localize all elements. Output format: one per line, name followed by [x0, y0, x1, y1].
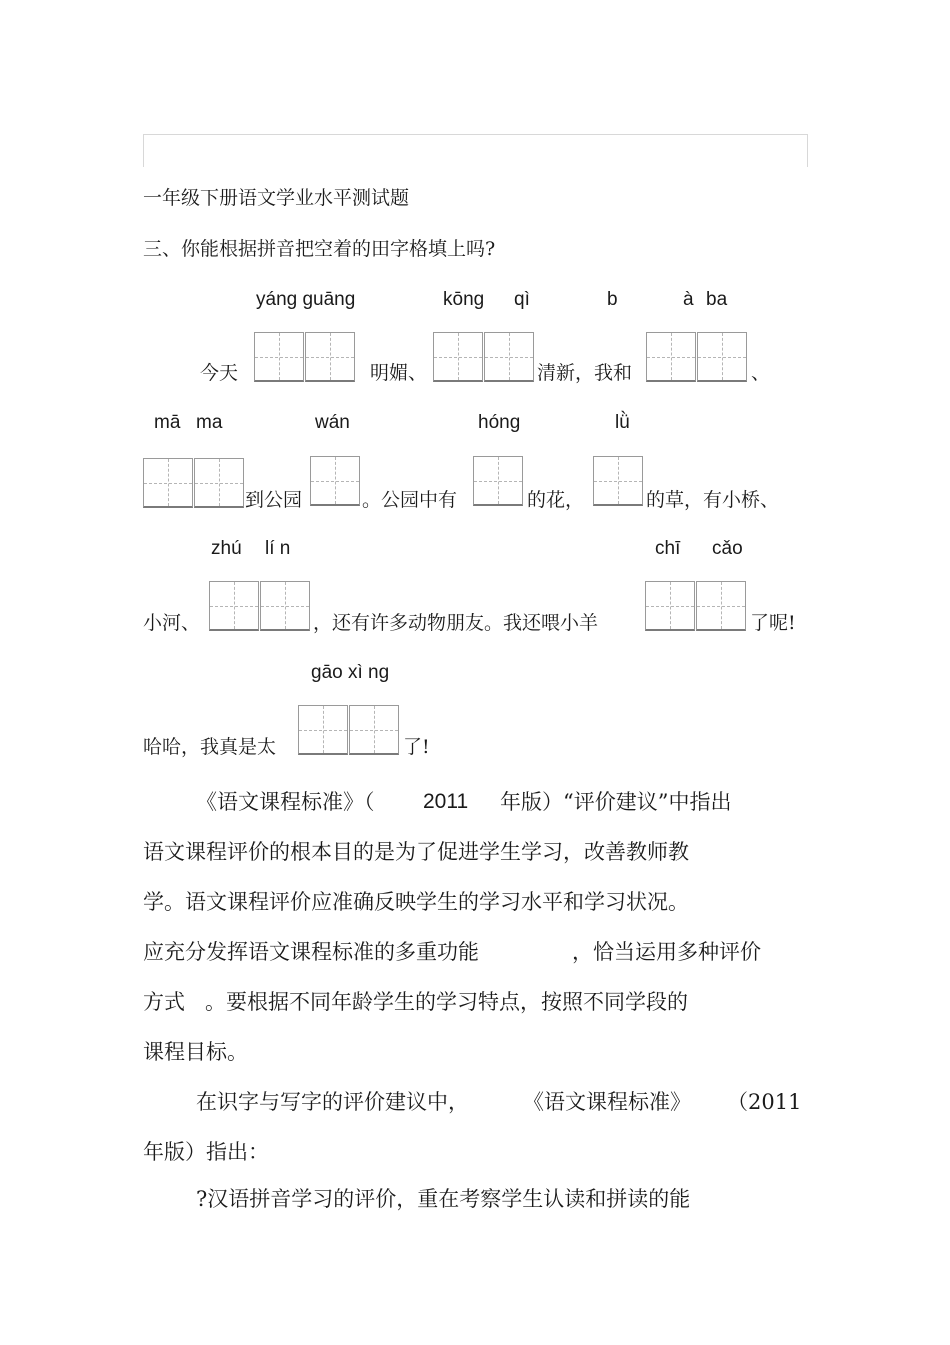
- sentence-part: 的花，: [527, 489, 585, 511]
- body-line: 年版）指出：: [143, 1140, 269, 1164]
- grid-lv[interactable]: [593, 456, 644, 506]
- sentence-part: 。公园中有: [362, 489, 458, 511]
- body-line: 2011: [423, 790, 469, 813]
- body-line: 。要根据不同年龄学生的学习特点，按照不同学段的: [205, 990, 688, 1014]
- body-line: 年版）“评价建议”中指出: [500, 790, 732, 814]
- grid-yangguang[interactable]: [254, 332, 356, 382]
- pinyin-a: à: [683, 289, 694, 310]
- sentence-part: 到公园: [245, 489, 303, 511]
- header-frame: [143, 134, 808, 167]
- grid-hong[interactable]: [473, 456, 524, 506]
- grid-mama[interactable]: [143, 458, 245, 508]
- grid-chicao[interactable]: [645, 581, 747, 631]
- sentence-part: 明媚、: [370, 362, 428, 384]
- sentence-part: 了呢!: [750, 612, 796, 634]
- grid-baba[interactable]: [646, 332, 748, 382]
- pinyin-qi: qì: [514, 289, 530, 310]
- body-line: 《语文课程标准》（: [196, 790, 375, 814]
- pinyin-cao: cǎo: [712, 538, 743, 559]
- sentence-part: 今天: [200, 362, 239, 384]
- pinyin-lin: lí n: [265, 538, 291, 559]
- body-line: 在识字与写字的评价建议中，: [196, 1090, 469, 1114]
- sentence-part: 、: [751, 362, 771, 384]
- body-line: 方式: [143, 990, 185, 1014]
- sentence-part: 哈哈，我真是太: [143, 736, 277, 758]
- body-line: 《语文课程标准》: [523, 1090, 691, 1114]
- body-line: ，恰当运用多种评价: [572, 940, 761, 964]
- grid-kongqi[interactable]: [433, 332, 535, 382]
- body-line: ?汉语拼音学习的评价，重在考察学生认读和拼读的能: [196, 1187, 691, 1211]
- pinyin-zhu: zhú: [211, 538, 242, 559]
- grid-zhulin[interactable]: [209, 581, 311, 631]
- body-line: （2011: [727, 1090, 802, 1114]
- body-line: 学。语文课程评价应准确反映学生的学习水平和学习状况。: [143, 890, 689, 914]
- sentence-part: 的草，有小桥、: [646, 489, 780, 511]
- pinyin-yangguang: yáng guāng: [256, 289, 356, 310]
- grid-gaoxing[interactable]: [298, 705, 400, 755]
- sentence-part: 清新，我和: [537, 362, 633, 384]
- grid-wan[interactable]: [310, 456, 361, 506]
- pinyin-ma2: ma: [196, 412, 223, 433]
- pinyin-ba: ba: [706, 289, 728, 310]
- pinyin-wan: wán: [315, 412, 350, 433]
- body-line: 语文课程评价的根本目的是为了促进学生学习，改善教师教: [143, 840, 689, 864]
- pinyin-ma1: mā: [154, 412, 181, 433]
- sentence-part: 小河、: [143, 612, 201, 634]
- body-line: 应充分发挥语文课程标准的多重功能: [143, 940, 479, 964]
- body-line: 课程目标。: [143, 1040, 248, 1064]
- question-heading: 三、你能根据拼音把空着的田字格填上吗?: [143, 238, 496, 260]
- page-title: 一年级下册语文学业水平测试题: [143, 187, 410, 209]
- sentence-part: ，还有许多动物朋友。我还喂小羊: [313, 612, 599, 634]
- sentence-part: 了!: [403, 736, 430, 758]
- pinyin-b: b: [607, 289, 618, 310]
- pinyin-kong: kōng: [443, 289, 485, 310]
- pinyin-lv: lǜ: [615, 412, 630, 433]
- pinyin-chi: chī: [655, 538, 681, 559]
- pinyin-gaoxing: gāo xì ng: [311, 662, 390, 683]
- pinyin-hong: hóng: [478, 412, 521, 433]
